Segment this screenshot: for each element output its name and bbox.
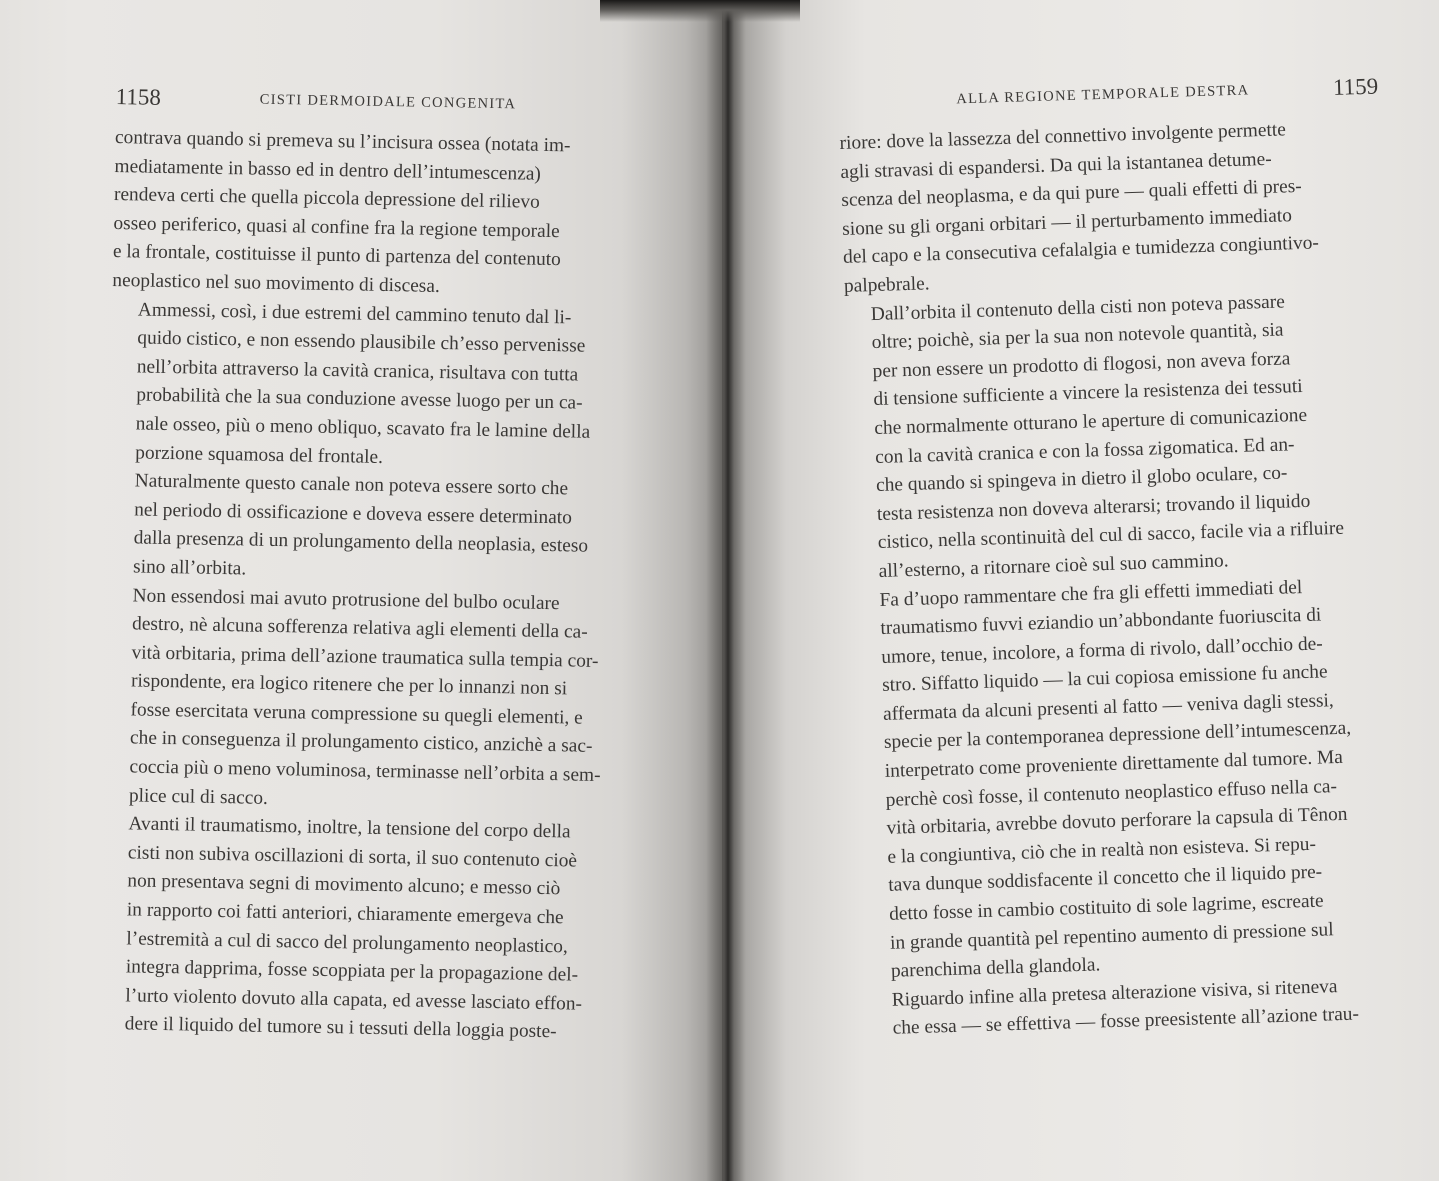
- text-line: dere il liquido del tumore su i tessuti della loggia poste-: [124, 1013, 557, 1043]
- text-line: porzione squamosa del frontale.: [135, 441, 384, 468]
- text-line: detto fosse in cambio costituito di sole lagrime, escreate: [888, 890, 1324, 925]
- text-line: oltre; poichè, sia per la sua non notevole quantità, sia: [871, 319, 1284, 354]
- text-line: mediatamente in basso ed in dentro dell’intumescenza): [114, 155, 542, 185]
- paragraph: [839, 113, 1384, 301]
- text-line: non presentava segni di movimento alcuno; e messo ciò: [127, 870, 561, 900]
- text-line: vità orbitaria, prima dell’azione traumatica sulla tempia cor-: [131, 642, 599, 672]
- right-page-body: [839, 113, 1407, 1044]
- text-line: umore, tenue, incolore, a forma di rivolo, dall’occhio de-: [881, 633, 1323, 668]
- text-line: in rapporto coi fatti anteriori, chiaramente emergeva che: [126, 899, 564, 929]
- text-line: sione su gli organi orbitari — il perturbamento immediato: [841, 204, 1293, 240]
- right-page-content: [838, 74, 1407, 1045]
- text-line: di tensione sufficiente a vincere la resistenza dei tessuti: [873, 376, 1303, 411]
- text-line: quido cistico, e non essendo plausibile ch’esso pervenisse: [137, 327, 586, 357]
- right-running-head: ALLA REGIONE TEMPORALE DESTRA: [956, 82, 1250, 108]
- text-line: dalla presenza di un prolungamento della neoplasia, esteso: [133, 527, 589, 558]
- paragraph: [112, 124, 690, 306]
- text-line: parenchima della glandola.: [890, 954, 1101, 983]
- text-line: contrava quando si premeva su l’incisura ossea (notata im-: [114, 126, 571, 157]
- text-line: perchè così fosse, il contenuto neoplastico effuso nella ca-: [885, 775, 1338, 811]
- paragraph: [853, 571, 1405, 988]
- text-line: testa resistenza non doveva alterarsi; trovando il liquido: [876, 490, 1311, 525]
- text-line: per non essere un prodotto di flogosi, non aveva forza: [872, 348, 1291, 382]
- text-line: vità orbitaria, avrebbe dovuto perforare la capsula di Tênon: [886, 804, 1348, 840]
- text-line: nell’orbita attraverso la cavità cranica, risultava con tutta: [136, 356, 579, 386]
- top-edge-shadow: [600, 0, 800, 22]
- text-line: scenza del neoplasma, e da qui pure — quali effetti di pres-: [841, 176, 1303, 212]
- text-line: che essa — se effettiva — fosse preesistente all’azione trau-: [892, 1003, 1360, 1040]
- text-line: che normalmente otturano le aperture di comunicazione: [874, 404, 1308, 439]
- text-line: Non essendosi mai avuto protrusione del bulbo oculare: [132, 584, 560, 614]
- text-line: cisti non subiva oscillazioni di sorta, il suo contenuto cioè: [127, 842, 578, 872]
- text-line: e la congiuntiva, ciò che in realtà non esisteva. Si repu-: [887, 833, 1317, 868]
- left-page-body: [98, 124, 690, 1049]
- text-line: Fa d’uopo rammentare che fra gli effetti immediati del: [879, 576, 1303, 611]
- left-page-content: [98, 84, 690, 1049]
- text-line: fosse esercitata veruna compressione su quegli elementi, e: [130, 699, 583, 729]
- text-line: specie per la contemporanea depressione dell’intumescenza,: [883, 718, 1352, 754]
- text-line: rendeva certi che quella piccola depressione del rilievo: [113, 184, 540, 213]
- left-page-number: 1158: [115, 84, 162, 110]
- text-line: integra dapprima, fosse scoppiata per la propagazione del-: [125, 956, 579, 986]
- text-line: tava dunque soddisfacente il concetto che il liquido pre-: [888, 862, 1323, 897]
- text-line: sino all’orbita.: [132, 556, 247, 580]
- text-line: con la cavità cranica e con la fossa zigomatica. Ed an-: [874, 433, 1295, 468]
- paragraph: [103, 581, 682, 820]
- text-line: Avanti il traumatismo, inoltre, la tensione del corpo della: [128, 813, 571, 843]
- text-line: l’estremità a cul di sacco del prolungamento neoplastico,: [126, 927, 568, 958]
- text-line: Naturalmente questo canale non poteva essere sorto che: [134, 470, 569, 500]
- text-line: Ammessi, così, i due estremi del cammino tenuto dal li-: [137, 299, 572, 328]
- text-line: l’urto violento dovuto alla capata, ed avesse lasciato effon-: [125, 985, 583, 1015]
- text-line: e la frontale, costituisse il punto di partenza del contenuto: [112, 241, 562, 271]
- text-line: Riguardo infine alla pretesa alterazione visiva, si riteneva: [891, 975, 1338, 1011]
- paragraph: [109, 296, 687, 478]
- text-line: neoplastico nel suo movimento di discesa.: [112, 269, 440, 297]
- text-line: coccia più o meno voluminosa, terminasse nell’orbita a sem-: [129, 756, 601, 787]
- text-line: probabilità che la sua conduzione avesse luogo per un ca-: [136, 384, 583, 414]
- text-line: riore: dove la lassezza del connettivo involgente permette: [839, 119, 1287, 154]
- paragraph: [98, 810, 677, 1049]
- text-line: traumatismo fuvvi eziandio un’abbondante fuoriuscita di: [880, 604, 1322, 640]
- left-running-head: CISTI DERMOIDALE CONGENITA: [259, 91, 517, 113]
- paragraph: [844, 285, 1392, 587]
- text-line: agli stravasi di espandersi. Da qui la istantanea detume-: [840, 148, 1272, 183]
- text-line: rispondente, era logico ritenere che per lo innanzi non si: [130, 670, 568, 700]
- text-line: che quando si spingeva in dietro il globo oculare, co-: [875, 462, 1288, 497]
- text-line: in grande quantità pel repentino aumento di pressione sul: [889, 918, 1334, 954]
- text-line: all’esterno, a ritornare cioè sul suo cammino.: [878, 550, 1229, 582]
- book-gutter: [706, 0, 746, 1181]
- text-line: nel periodo di ossificazione e doveva essere determinato: [134, 499, 573, 529]
- text-line: cistico, nella scontinuità del cul di sacco, facile via a rifluire: [877, 518, 1345, 554]
- text-line: Dall’orbita il contenuto della cisti non poteva passare: [870, 291, 1286, 325]
- text-line: plice cul di sacco.: [128, 785, 269, 809]
- text-line: del capo e la consecutiva cefalalgia e tumidezza congiuntivo-: [842, 232, 1320, 269]
- text-line: destro, nè alcuna sofferenza relativa agli elementi della ca-: [131, 613, 588, 643]
- text-line: che in conseguenza il prolungamento cistico, anzichè a sac-: [129, 727, 593, 758]
- text-line: nale osseo, più o meno obliquo, scavato fra le lamine della: [135, 413, 591, 443]
- text-line: interpetrato come proveniente direttamente dal tumore. Ma: [884, 746, 1344, 782]
- text-line: osseo periferico, quasi al confine fra la regione temporale: [113, 212, 560, 242]
- text-line: stro. Siffatto liquido — la cui copiosa emissione fu anche: [881, 661, 1328, 697]
- paragraph: [107, 467, 684, 592]
- right-page-number: 1159: [1332, 73, 1379, 100]
- text-line: palpebrale.: [843, 273, 930, 297]
- text-line: affermata da alcuni presenti al fatto — veniva dagli stessi,: [882, 690, 1335, 725]
